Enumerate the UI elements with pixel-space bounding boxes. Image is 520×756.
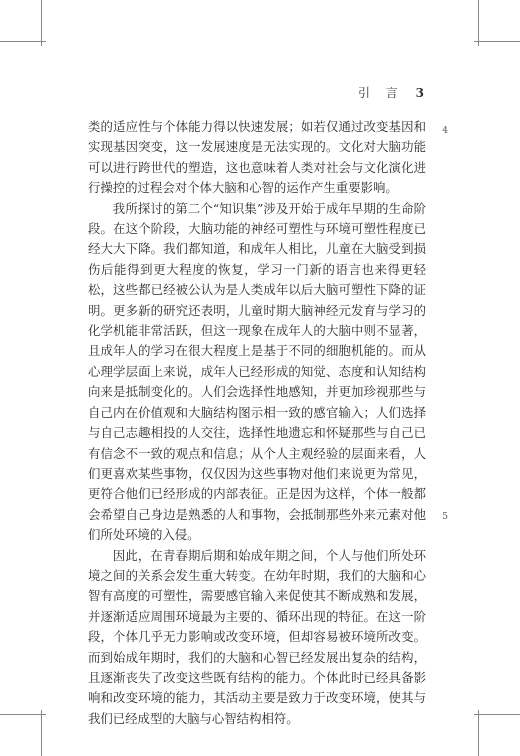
crop-mark-bottom-right-horizontal: [474, 714, 520, 715]
running-head: [358, 84, 424, 101]
crop-mark-top-left-vertical: [41, 0, 42, 46]
crop-mark-top-right-horizontal: [474, 41, 520, 42]
crop-mark-bottom-left-vertical: [41, 710, 42, 756]
paragraph: 因此，在青春期后期和始成年期之间，个人与他们所处环境之间的关系会发生重大转变。在幼年时期，我们的大脑和心智有高度的可塑性，需要感官输入来促使其不断成熟和发展，并逐渐适应周围环境最为主要的、循环出现的特征。在这一阶段，个体几乎无力影响或改变环境，但却容易被环境所改变。而到始成年期时，我们的大脑和心智已经发展出复杂的结构，且逐渐丧失了改变这些既有结构的能力。个体此时已经具备影响和改变环境的能力，其活动主要是致力于改变环境，使其与我们已经成型的大脑与心智结构相符。: [88, 547, 426, 726]
section-title: 引 言: [357, 86, 404, 100]
page-number: 3: [415, 86, 424, 100]
margin-note: 5: [442, 512, 448, 522]
crop-mark-bottom-left-horizontal: [0, 714, 46, 715]
paragraph: 我所探讨的第二个“知识集”涉及开始于成年早期的生命阶段。在这个阶段，大脑功能的神经可塑性与环境可塑性程度已经大大下降。我们都知道，和成年人相比，儿童在大脑受到损伤后能得到更大程度的恢复，学习一门新的语言也来得更轻松，这些都已经被公认为是人类成年以后大脑可塑性下降的证明。更多新的研究还表明，儿童时期大脑神经元发育与学习的化学机能非常活跃，但这一现象在成年人的大脑中则不显著，且成年人的学习在很大程度上是基于不同的细胞机能的。而从心理学层面上来说，成年人已经形成的知觉、态度和认知结构向来是抵制变化的。人们会选择性地感知，并更加珍视那些与自己内在价值观和大脑结构图示相一致的感官输入；人们选择与自己志趣相投的人交往，选择性地遗忘和怀疑那些与自己已有信念不一致的观点和信息；从个人主观经验的层面来看，人们更喜欢某些事物，仅仅因为这些事物对他们来说更为常见，更符合他们已经形成的内部表征。正是因为这样，个体一般都会希望自己身边是熟悉的人和事物，会抵制那些外来元素对他们所处环境的入侵。: [88, 200, 426, 543]
crop-mark-top-left-horizontal: [0, 41, 46, 42]
body-text: [88, 117, 426, 729]
paragraph: 类的适应性与个体能力得以快速发展；如若仅通过改变基因和实现基因突变，这一发展速度是无法实现的。文化对大脑功能可以进行跨世代的塑造，这也意味着人类对社会与文化演化进行操控的过程会对个体大脑和心智的运作产生重要影响。: [88, 119, 426, 196]
margin-note: 4: [442, 126, 448, 136]
crop-mark-bottom-right-vertical: [478, 710, 479, 756]
crop-mark-top-right-vertical: [478, 0, 479, 46]
